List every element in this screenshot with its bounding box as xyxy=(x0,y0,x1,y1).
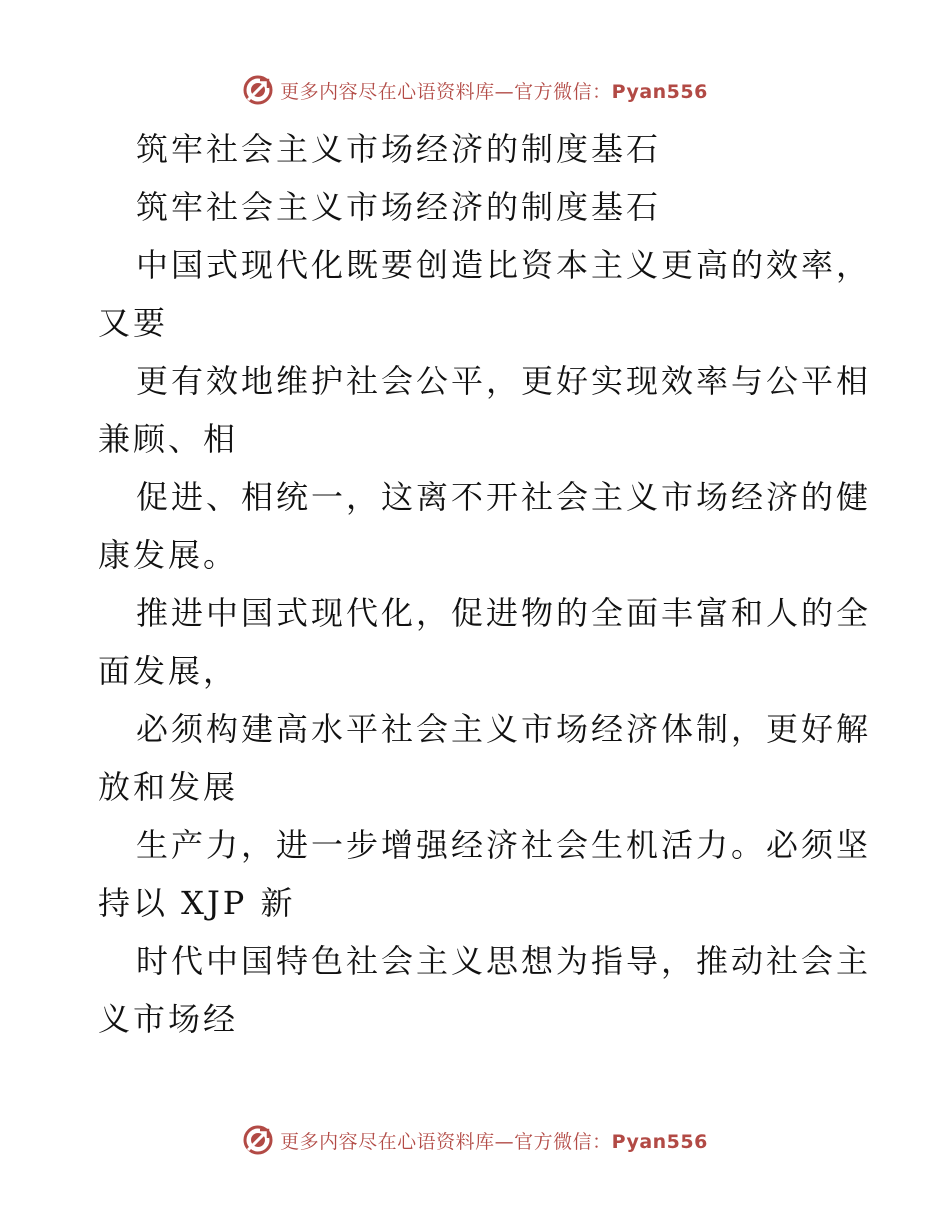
header-wechat-id: Pyan556 xyxy=(611,80,708,103)
body-line: 义市场经 xyxy=(98,1000,239,1038)
body-line: 持以 XJP 新 xyxy=(98,884,296,922)
body-line: 兼顾、相 xyxy=(98,420,239,458)
body-line: 必须构建高水平社会主义市场经济体制，更好解 xyxy=(136,710,872,748)
footer-brand xyxy=(242,1124,708,1156)
body-line: 筑牢社会主义市场经济的制度基石 xyxy=(136,130,662,168)
body-line: 康发展。 xyxy=(98,536,239,574)
footer-brand-text: 更多内容尽在心语资料库—官方微信：Pyan556 xyxy=(280,1130,708,1153)
footer-wechat-id: Pyan556 xyxy=(611,1130,708,1153)
body-line: 更有效地维护社会公平，更好实现效率与公平相 xyxy=(136,362,872,400)
page-footer xyxy=(0,1120,950,1160)
header-brand xyxy=(242,74,708,106)
body-line: 生产力，进一步增强经济社会生机活力。必须坚 xyxy=(136,826,872,864)
body-line: 时代中国特色社会主义思想为指导，推动社会主 xyxy=(136,942,872,980)
document-body xyxy=(98,120,872,1048)
body-line: 面发展， xyxy=(98,652,239,690)
body-line: 推进中国式现代化，促进物的全面丰富和人的全 xyxy=(136,594,872,632)
body-line: 放和发展 xyxy=(98,768,239,806)
body-line: 促进、相统一，这离不开社会主义市场经济的健 xyxy=(136,478,872,516)
page-header xyxy=(0,70,950,110)
library-logo-icon xyxy=(242,74,274,106)
header-brand-text: 更多内容尽在心语资料库—官方微信：Pyan556 xyxy=(280,80,708,103)
body-line: 中国式现代化既要创造比资本主义更高的效率， xyxy=(136,246,872,284)
body-line: 又要 xyxy=(98,304,169,342)
body-line: 筑牢社会主义市场经济的制度基石 xyxy=(136,188,662,226)
library-logo-icon xyxy=(242,1124,274,1156)
